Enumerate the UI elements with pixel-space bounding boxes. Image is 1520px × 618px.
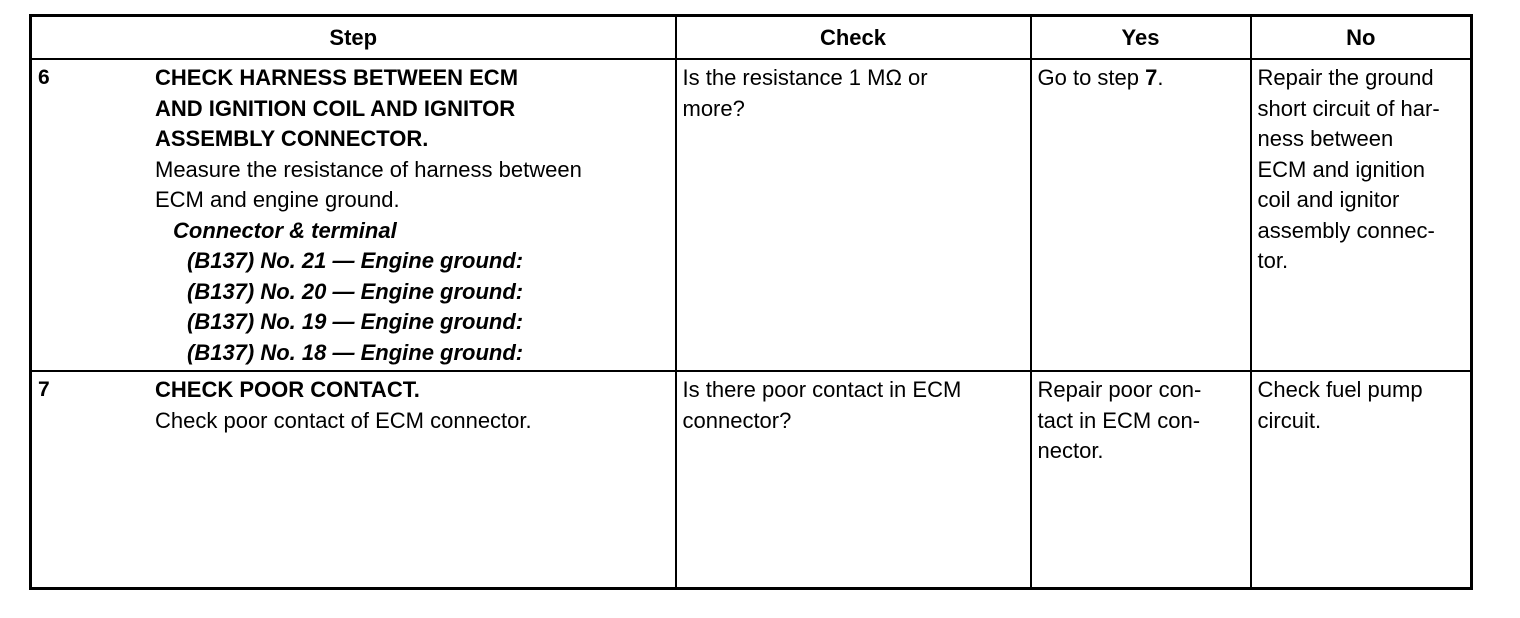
step-description: Measure the resistance of harness between ECM and engine ground. (155, 156, 582, 212)
step-cell (31, 59, 676, 371)
no-cell: Check fuel pump circuit. (1251, 371, 1472, 588)
check-cell: Is there poor contact in ECM connector? (676, 371, 1031, 588)
step-body (155, 372, 675, 436)
step-title: CHECK HARNESS BETWEEN ECM AND IGNITION COIL AND IGNITOR ASSEMBLY CONNECTOR. (155, 65, 519, 151)
header-row (31, 16, 1472, 60)
check-cell: Is the resistance 1 MΩ or more? (676, 59, 1031, 371)
yes-step-link: 7 (1145, 65, 1158, 90)
connector-label: Connector & terminal (173, 217, 397, 243)
terminal-line: (B137) No. 21 — Engine ground: (187, 248, 524, 273)
step-cell (31, 371, 676, 588)
step-number: 7 (38, 378, 50, 401)
yes-text-suffix: . (1157, 65, 1164, 90)
header-yes: Yes (1031, 16, 1251, 60)
table-row (31, 59, 1472, 371)
yes-text-prefix: Go to step (1037, 65, 1146, 90)
yes-cell: Repair poor con- tact in ECM con- nector. (1031, 371, 1251, 588)
terminal-line: (B137) No. 18 — Engine ground: (187, 339, 524, 365)
step-description: Check poor contact of ECM connector. (155, 407, 532, 433)
terminal-line: (B137) No. 20 — Engine ground: (187, 278, 524, 304)
terminal-line: (B137) No. 19 — Engine ground: (187, 309, 524, 334)
table-row (31, 371, 1472, 588)
step-body (155, 60, 675, 368)
yes-cell (1031, 59, 1251, 371)
header-no: No (1251, 16, 1472, 60)
step-number: 6 (38, 66, 50, 89)
header-check: Check (676, 16, 1031, 60)
step-title: CHECK POOR CONTACT. (155, 377, 420, 402)
header-step: Step (31, 16, 676, 60)
no-cell: Repair the ground short circuit of har- ness between ECM and ignition coil and ignitor assembly connec- tor. (1251, 59, 1472, 371)
diagnostic-table (29, 14, 1473, 590)
